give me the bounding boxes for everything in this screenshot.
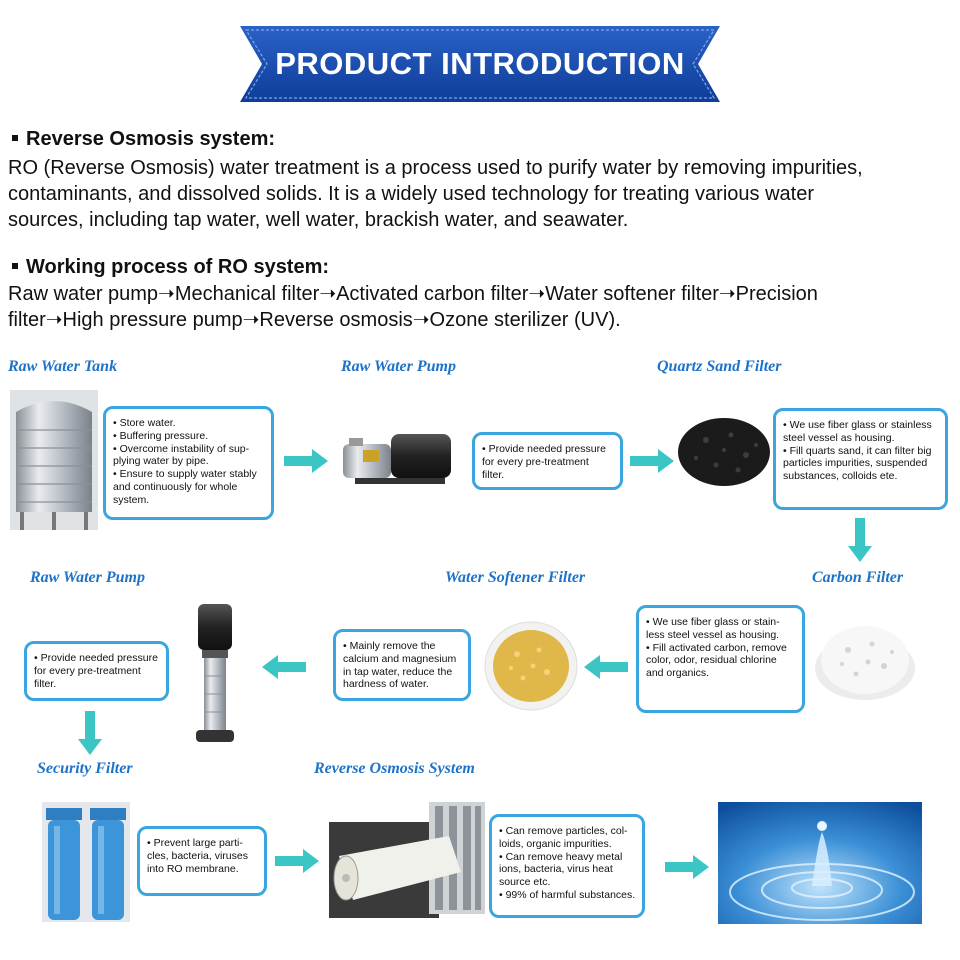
softener-resin-image bbox=[483, 620, 579, 712]
label-raw-water-tank: Raw Water Tank bbox=[8, 358, 118, 375]
ro-membrane-image bbox=[329, 796, 487, 918]
label-raw-water-pump: Raw Water Pump bbox=[30, 569, 145, 586]
info-line: particles impurities, suspended bbox=[783, 457, 928, 470]
heading-text: Working process of RO system: bbox=[26, 256, 330, 278]
info-line: • Buffering pressure. bbox=[113, 429, 209, 442]
down-arrow-icon bbox=[78, 711, 102, 755]
info-line: • Store water. bbox=[113, 417, 176, 429]
info-line: system. bbox=[113, 493, 150, 506]
square-bullet-icon bbox=[12, 263, 18, 269]
activated-carbon-image bbox=[812, 612, 918, 704]
label-water-softener-filter: Water Softener Filter bbox=[445, 569, 586, 586]
page-title: PRODUCT INTRODUCTION bbox=[275, 46, 685, 81]
info-line: • Fill quarts sand, it can filter big bbox=[783, 444, 932, 457]
info-line: • Overcome instability of sup- bbox=[113, 442, 250, 455]
section-heading-ro-system bbox=[12, 128, 275, 151]
info-line: source etc. bbox=[499, 876, 551, 889]
info-line: loids, organic impurities. bbox=[499, 837, 612, 850]
right-arrow-icon bbox=[630, 449, 674, 473]
security-filter-housing-image bbox=[42, 802, 130, 922]
left-arrow-icon bbox=[262, 655, 306, 679]
info-line: • Prevent large parti- bbox=[147, 837, 243, 849]
info-box-water-softener-filter bbox=[333, 629, 471, 701]
info-box-quartz-sand-filter bbox=[773, 408, 948, 510]
ro-description bbox=[8, 155, 958, 233]
info-line: • We use fiber glass or stain- bbox=[646, 616, 780, 628]
info-line: cles, bacteria, viruses bbox=[147, 849, 248, 862]
heading-text: Reverse Osmosis system: bbox=[26, 128, 276, 150]
down-arrow-icon bbox=[848, 518, 872, 562]
info-box-raw-water-pump bbox=[472, 432, 623, 490]
vertical-pump-image bbox=[192, 604, 238, 746]
info-line: • Provide needed pressure bbox=[482, 443, 606, 455]
info-line: filter. bbox=[34, 677, 57, 690]
info-line: • Mainly remove the bbox=[343, 640, 436, 652]
left-arrow-icon bbox=[584, 655, 628, 679]
info-line: • We use fiber glass or stainless bbox=[783, 419, 932, 431]
label-quartz-sand-filter: Quartz Sand Filter bbox=[657, 358, 782, 375]
info-line: filter. bbox=[482, 468, 505, 481]
info-line: color, odor, residual chlorine bbox=[646, 654, 777, 667]
label-reverse-osmosis-system: Reverse Osmosis System bbox=[314, 760, 475, 777]
label-carbon-filter: Carbon Filter bbox=[812, 569, 904, 586]
info-box-raw-water-tank bbox=[103, 406, 274, 520]
info-line: for every pre-treatment bbox=[482, 455, 589, 468]
info-box-security-filter bbox=[137, 826, 267, 896]
info-line: and continuously for whole bbox=[113, 480, 238, 493]
paragraph-line: RO (Reverse Osmosis) water treatment is a process used to purify water by removing impurities, bbox=[8, 157, 863, 179]
info-line: and organics. bbox=[646, 667, 710, 680]
paragraph-line: Raw water pump➝Mechanical filter➝Activated carbon filter➝Water softener filter➝Precision bbox=[8, 283, 818, 305]
info-line: • Can remove particles, col- bbox=[499, 825, 628, 837]
info-line: in tap water, reduce the bbox=[343, 665, 453, 678]
right-arrow-icon bbox=[665, 855, 709, 879]
info-box-reverse-osmosis-system bbox=[489, 814, 645, 918]
info-box-raw-water-pump-2 bbox=[24, 641, 169, 701]
working-process-description bbox=[8, 281, 958, 333]
info-line: hardness of water. bbox=[343, 678, 429, 691]
paragraph-line: filter➝High pressure pump➝Reverse osmosis➝Ozone sterilizer (UV). bbox=[8, 309, 621, 331]
info-line: • Can remove heavy metal bbox=[499, 850, 623, 863]
horizontal-pump-image bbox=[335, 420, 465, 492]
info-line: • Ensure to supply water stably bbox=[113, 468, 257, 481]
info-line: less steel vessel as housing. bbox=[646, 628, 780, 641]
paragraph-line: contaminants, and dissolved solids. It is a widely used technology for treating various water bbox=[8, 183, 814, 205]
info-box-carbon-filter bbox=[636, 605, 805, 713]
info-line: calcium and magnesium bbox=[343, 652, 457, 665]
clean-water-splash-image bbox=[718, 802, 922, 924]
label-raw-water-pump: Raw Water Pump bbox=[341, 358, 456, 375]
info-line: for every pre-treatment bbox=[34, 664, 141, 677]
quartz-sand-image bbox=[676, 410, 772, 490]
paragraph-line: sources, including tap water, well water, brackish water, and seawater. bbox=[8, 209, 629, 231]
info-line: • 99% of harmful substances. bbox=[499, 888, 636, 901]
label-security-filter: Security Filter bbox=[37, 760, 133, 777]
info-line: substances, colloids ete. bbox=[783, 470, 898, 483]
info-line: ions, bacteria, virus heat bbox=[499, 863, 613, 876]
info-line: • Provide needed pressure bbox=[34, 652, 158, 664]
stainless-tank-image bbox=[10, 390, 98, 530]
info-line: into RO membrane. bbox=[147, 862, 239, 875]
info-line: • Fill activated carbon, remove bbox=[646, 641, 787, 654]
right-arrow-icon bbox=[275, 849, 319, 873]
right-arrow-icon bbox=[284, 449, 328, 473]
info-line: steel vessel as housing. bbox=[783, 431, 895, 444]
info-line: plying water by pipe. bbox=[113, 455, 209, 468]
square-bullet-icon bbox=[12, 135, 18, 141]
section-heading-working-process bbox=[12, 256, 329, 279]
